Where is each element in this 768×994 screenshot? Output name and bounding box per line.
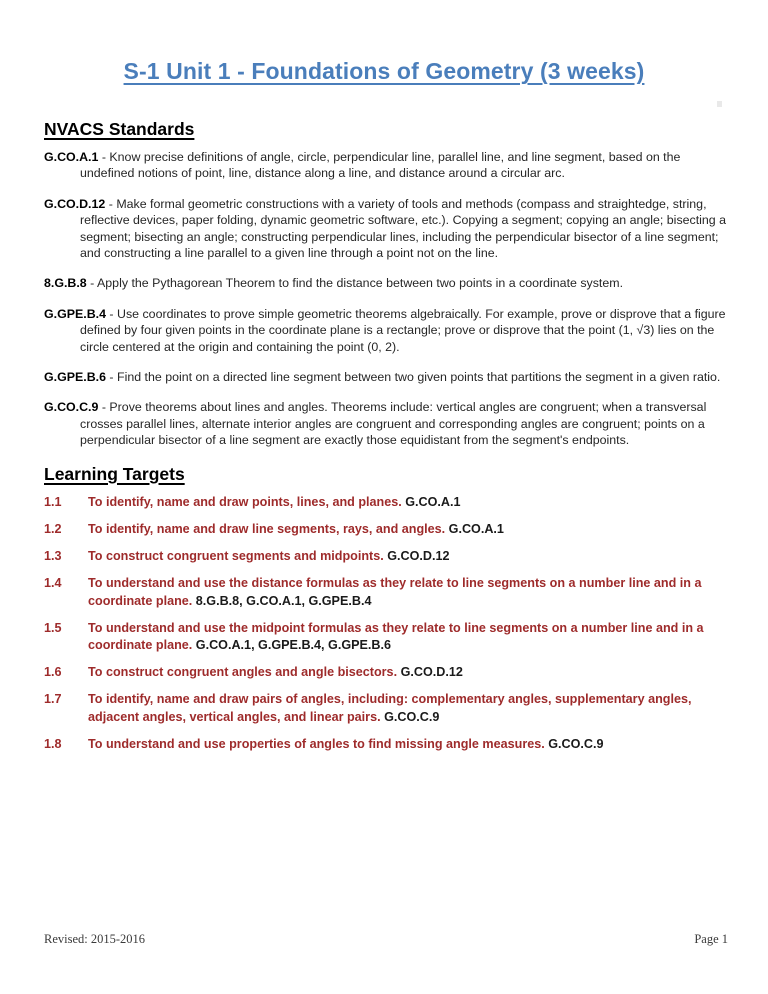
learning-target-number: 1.1 (44, 494, 62, 509)
learning-target-number: 1.8 (44, 736, 62, 751)
learning-target-row (44, 691, 728, 725)
standard-separator: - (98, 150, 110, 164)
standard-separator: - (105, 306, 117, 321)
standard-item (44, 306, 728, 355)
learning-target-description: To construct congruent segments and midpoints. (88, 549, 388, 564)
learning-target-text (88, 664, 728, 681)
nvacs-standards-heading-text: NVACS Standards (44, 119, 195, 139)
standard-text: Know precise definitions of angle, circle, perpendicular line, parallel line, and line segment, based on the undefined notions of point, line, distance along a line, and distance around a circular arc. (80, 150, 681, 181)
learning-target-row (44, 620, 728, 654)
learning-target-description: To understand and use properties of angles to find missing angle measures. (88, 736, 549, 751)
learning-target-number: 1.5 (44, 620, 62, 635)
learning-target-text (88, 548, 728, 565)
standard-code: G.CO.A.1 (44, 150, 99, 164)
learning-target-description: To identify, name and draw pairs of angles, including: complementary angles, supplementary angles, adjacent angles, vertical angles, and linear pairs. (88, 692, 692, 724)
standard-code: 8.G.B.8 (44, 276, 87, 291)
learning-target-standards: 8.G.B.8, G.CO.A.1, G.GPE.B.4 (195, 593, 372, 608)
learning-target-text (88, 736, 728, 753)
standard-code: G.GPE.B.6 (44, 370, 106, 385)
learning-targets-list (44, 494, 728, 753)
stray-artifact-mark (717, 101, 722, 107)
learning-target-description: To construct congruent angles and angle bisectors. (88, 665, 401, 680)
standard-separator: - (98, 400, 110, 415)
footer-page-number: Page 1 (694, 932, 728, 946)
learning-targets-heading (44, 463, 728, 485)
learning-target-description: To identify, name and draw line segments, rays, and angles. (88, 521, 449, 536)
standard-item (44, 399, 728, 448)
document-content (44, 118, 728, 763)
standard-code: G.CO.D.12 (44, 196, 106, 211)
learning-target-standards: G.CO.A.1 (448, 521, 504, 536)
standard-text: Find the point on a directed line segment between two given points that partitions the segment in a given ratio. (117, 370, 721, 385)
learning-target-text (88, 575, 728, 609)
learning-target-standards: G.CO.C.9 (384, 709, 440, 724)
standard-separator: - (86, 276, 98, 291)
learning-target-number: 1.4 (44, 576, 62, 591)
learning-target-description: To identify, name and draw points, lines, and planes. (88, 494, 406, 509)
learning-target-number: 1.7 (44, 692, 62, 707)
learning-target-description: To understand and use the midpoint formulas as they relate to line segments on a number line and in a coordinate plane. (88, 620, 704, 652)
standard-item (44, 149, 728, 182)
page-footer (44, 932, 728, 947)
standard-code: G.GPE.B.4 (44, 306, 106, 321)
learning-target-number: 1.3 (44, 549, 62, 564)
footer-revised-label: Revised: 2015-2016 (44, 932, 146, 946)
learning-target-row (44, 548, 728, 565)
standard-separator: - (105, 196, 117, 211)
learning-target-text (88, 521, 728, 538)
learning-target-row (44, 521, 728, 538)
learning-target-number: 1.2 (44, 521, 62, 536)
standard-item (44, 196, 728, 262)
standard-text: Apply the Pythagorean Theorem to find the distance between two points in a coordinate system. (97, 276, 624, 291)
standard-item (44, 275, 728, 291)
learning-target-standards: G.CO.A.1, G.GPE.B.4, G.GPE.B.6 (195, 637, 392, 652)
learning-target-text (88, 691, 728, 725)
learning-target-row (44, 736, 728, 753)
standard-text: Use coordinates to prove simple geometric theorems algebraically. For example, prove or disprove that a figure defined by four given points in the coordinate plane is a rectangle; prove or disprove that the point (1, √3) lies on the circle centered at the origin and containing the point (0, 2). (80, 306, 726, 354)
learning-target-description: To understand and use the distance formulas as they relate to line segments on a number line and in a coordinate plane. (88, 576, 702, 608)
learning-targets-heading-text: Learning Targets (44, 463, 185, 484)
standard-item (44, 369, 728, 385)
standard-text: Prove theorems about lines and angles. Theorems include: vertical angles are congruent; when a transversal crosses parallel lines, alternate interior angles are congruent and corresponding angles are congruent; points on a perpendicular bisector of a line segment are exactly those equidistant from the segment's endpoints. (80, 400, 707, 448)
nvacs-standards-heading (44, 118, 728, 140)
learning-target-number: 1.6 (44, 665, 62, 680)
standard-text: Make formal geometric constructions with a variety of tools and methods (compass and straightedge, string, reflective devices, paper folding, dynamic geometric software, etc.). Copying a segment; copying an angle; bisecting a segment; bisecting an angle; constructing perpendicular lines, including the perpendicular bisector of a line segment; and constructing a line parallel to a given line through a point not on the line. (80, 196, 727, 261)
learning-target-row (44, 494, 728, 511)
learning-target-standards: G.CO.A.1 (405, 494, 461, 509)
standard-code: G.CO.C.9 (44, 400, 99, 415)
page-title-text: S-1 Unit 1 - Foundations of Geometry (3 weeks) (123, 58, 645, 84)
learning-target-row (44, 664, 728, 681)
page-title (0, 56, 768, 86)
learning-target-standards: G.CO.C.9 (548, 736, 604, 751)
learning-target-text (88, 494, 728, 511)
standard-separator: - (105, 370, 117, 385)
learning-target-row (44, 575, 728, 609)
learning-target-standards: G.CO.D.12 (400, 665, 463, 680)
learning-target-text (88, 620, 728, 654)
standards-list (44, 149, 728, 449)
learning-target-standards: G.CO.D.12 (387, 549, 450, 564)
